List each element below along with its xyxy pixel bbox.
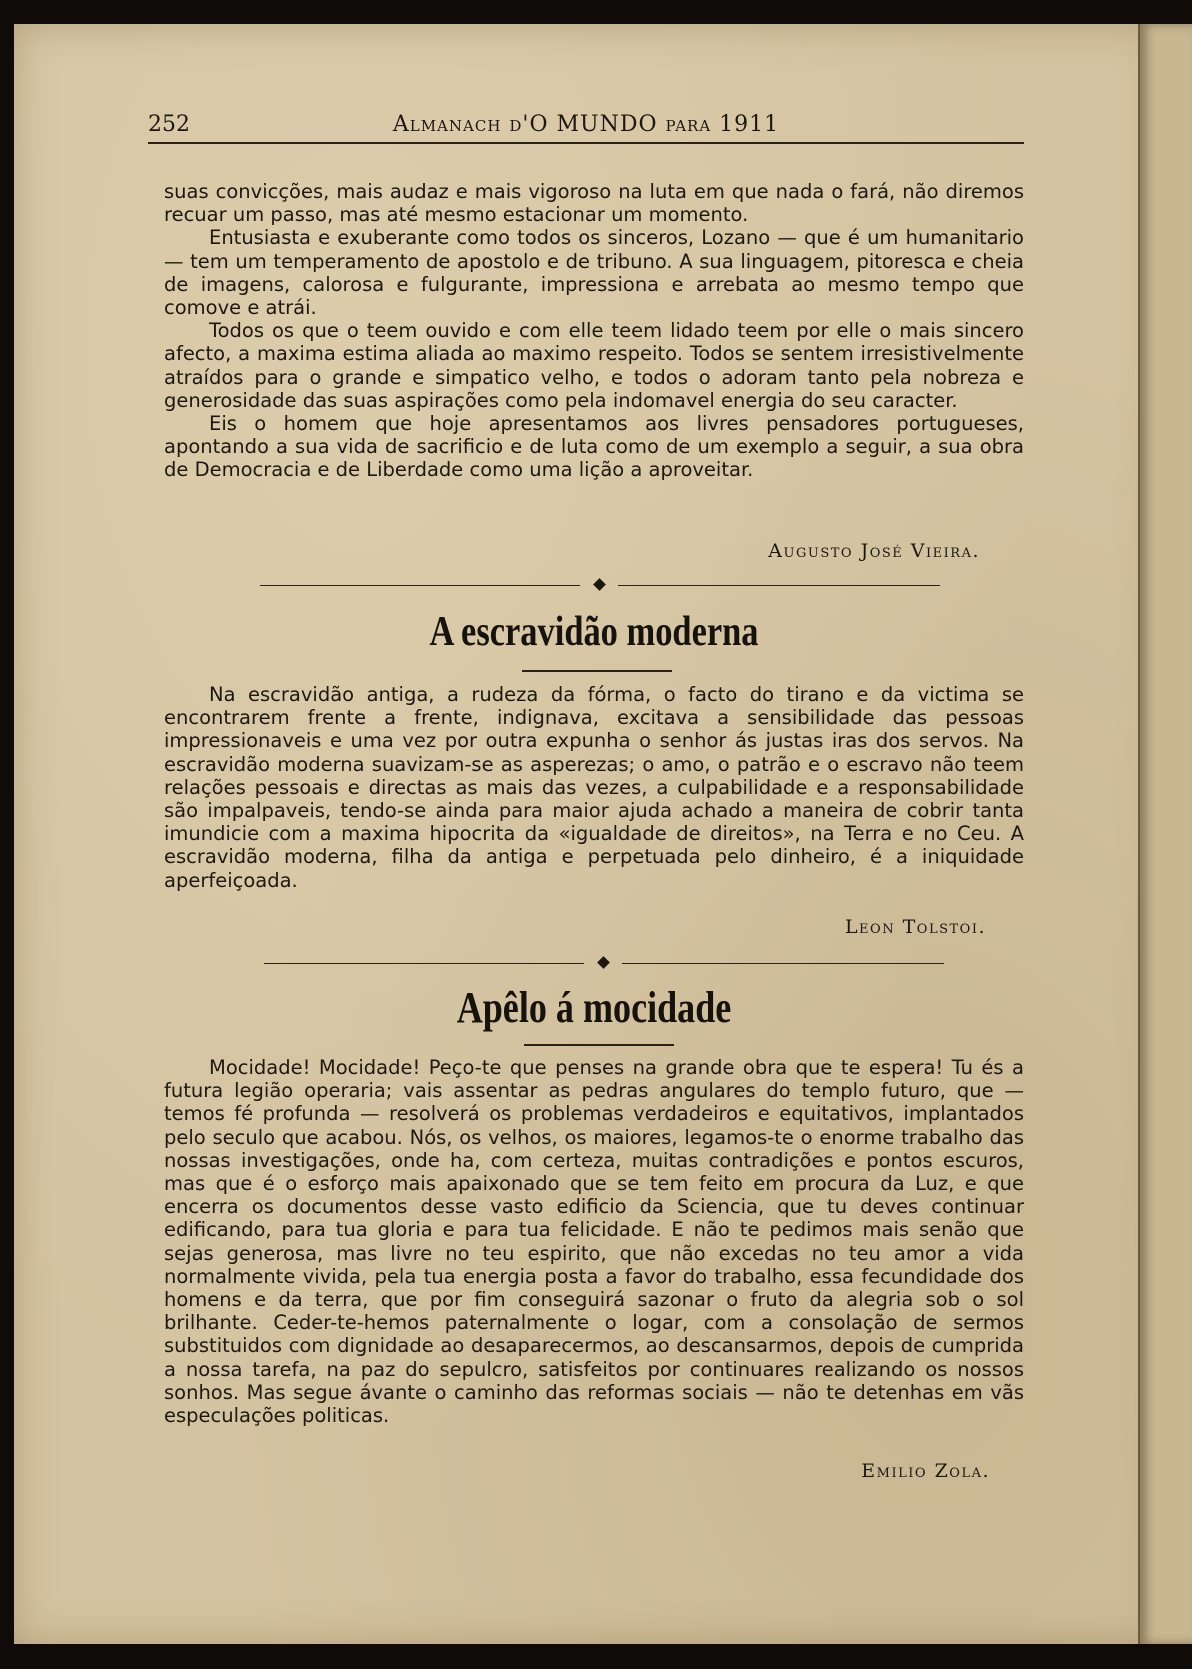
paragraph: Mocidade! Mocidade! Peço-te que penses na grande obra que te espera! Tu és a futura legião operaria; vais assentar as pedras angulares do templo futuro, que — temos fé profunda — resolverá os problemas verdadeiros e equitativos, implantados pelo seculo que acabou. Nós, os velhos, os maiores, legamos-te o enorme trabalho das nossas investigações, onde ha, com certeza, muitas contradições e pontos escuros, mas que é o esforço mais apaixonado que se tem feito em procura da Luz, e que encerra os documentos desse vasto edificio da Sciencia, que tu deves continuar edificando, para tua gloria e para tua felicidade. E não te pedimos mais senão que sejas generosa, mas livre no teu espirito, que não excedas no teu amor a vida normalmente vivida, pela tua energia posta a favor do trabalho, essa fecundidade dos homens e da terra, que por fim conseguirá sazonar o fruto da alegria sob o sol brilhante. Ceder-te-hemos paternalmente o logar, com a consolação de sermos substituidos com dignidade ao desaparecermos, ao descansarmos, depois de cumprida a nossa tarefa, na paz do sepulcro, satisfeitos por continuares realizando os nossos sonhos. Mas segue ávante o caminho das reformas sociais — não te detenhas em vãs especulações politicas. xyxy=(164,1056,1024,1428)
page-header xyxy=(148,112,1024,144)
page-number: 252 xyxy=(148,112,190,137)
paragraph: suas convicções, mais audaz e mais vigoroso na luta em que nada o fará, não diremos recuar um passo, mas até mesmo estacionar um momento. xyxy=(164,180,1024,227)
section-divider xyxy=(260,580,940,592)
article-escravidao xyxy=(164,683,1024,892)
adjacent-page-edge xyxy=(1138,24,1192,1644)
article-title: A escravidão moderna xyxy=(429,609,759,655)
signature-tolstoi: Leon Tolstoi. xyxy=(844,916,986,938)
signature-zola: Emilio Zola. xyxy=(861,1460,990,1482)
article-apelo xyxy=(164,1056,1024,1427)
title-underline xyxy=(524,1044,674,1046)
paragraph: Todos os que o teem ouvido e com elle teem lidado teem por elle o mais sincero afecto, a maxima estima aliada ao maximo respeito. Todos se sentem irresistivelmente atraídos para o grande e simpatico velho, e todos o adoram tanto pela nobreza e generosidade das suas aspirações como pela indomavel energia do seu caracter. xyxy=(164,319,1024,412)
paragraph: Eis o homem que hoje apresentamos aos livres pensadores portugueses, apontando a sua vida de sacrificio e de luta como de um exemplo a seguir, a sua obra de Democracia e de Liberdade como uma lição a aproveitar. xyxy=(164,412,1024,482)
signature-vieira: Augusto José Vieira. xyxy=(768,540,980,562)
article-lozano xyxy=(164,180,1024,482)
article-title: Apêlo á mocidade xyxy=(456,983,732,1032)
section-divider xyxy=(264,958,944,970)
paragraph: Na escravidão antiga, a rudeza da fórma, o facto do tirano e da victima se encontrarem frente a frente, indignava, excitava a sensibilidade das pessoas impressionaveis e uma vez por outra expunha o senhor ás justas iras dos servos. Na escravidão moderna suavizam-se as asperezas; o amo, o patrão e o escravo não teem relações pessoais e directas as mais das vezes, a culpabilidade e a responsabilidade são impalpaveis, tendo-se ainda para maior ajuda achado a maneira de cobrir tanta imundicie com a maxima hipocrita da «igualdade de direitos», na Terra e no Ceu. A escravidão moderna, filha da antiga e perpetuada pelo dinheiro, é a iniquidade aperfeiçoada. xyxy=(164,683,1024,892)
title-underline xyxy=(522,670,672,672)
running-title: Almanach d'O MUNDO para 1911 xyxy=(392,112,780,137)
paragraph: Entusiasta e exuberante como todos os sinceros, Lozano — que é um humanitario — tem um temperamento de apostolo e de tribuno. A sua linguagem, pitoresca e cheia de imagens, calorosa e fulgurante, impressiona e arrebata ao mesmo tempo que comove e atrái. xyxy=(164,226,1024,320)
